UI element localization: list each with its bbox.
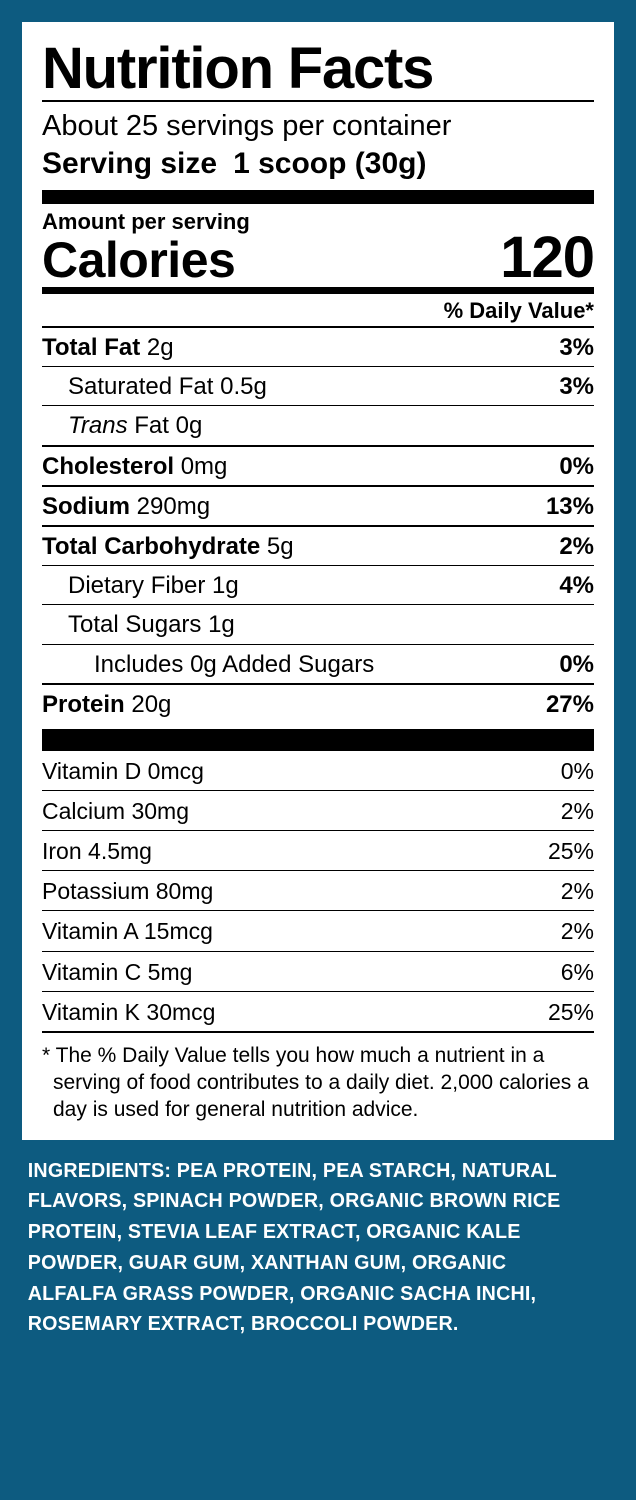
table-row bbox=[42, 328, 594, 366]
nutrient-label: Includes 0g Added Sugars bbox=[94, 650, 375, 678]
servings-per-container: About 25 servings per container bbox=[42, 110, 452, 142]
nutrient-dv: 27% bbox=[545, 690, 594, 718]
vitamin-label: Iron 4.5mg bbox=[42, 838, 152, 865]
nutrient-dv: 0% bbox=[559, 452, 594, 480]
daily-value-footnote: * The % Daily Value tells you how much a nutrient in a serving of food contributes to a daily diet. 2,000 calories a day is used for general nutrition advice. bbox=[42, 1043, 589, 1121]
nutrient-label: Dietary Fiber 1g bbox=[68, 572, 239, 600]
table-row bbox=[42, 566, 594, 604]
vitamin-label: Vitamin D 0mcg bbox=[42, 757, 204, 784]
table-row bbox=[42, 871, 594, 910]
daily-value-header: % Daily Value* bbox=[443, 297, 594, 323]
calories-label: Calories bbox=[42, 232, 236, 289]
vitamin-dv: 25% bbox=[547, 838, 594, 865]
nutrients-section bbox=[42, 326, 594, 723]
nutrient-dv: 13% bbox=[545, 492, 594, 520]
serving-size-value: 1 scoop (30g) bbox=[233, 147, 427, 181]
vitamin-label: Vitamin K 30mcg bbox=[42, 998, 216, 1025]
vitamin-label: Calcium 30mg bbox=[42, 798, 189, 825]
table-row bbox=[42, 952, 594, 991]
nutrient-label: Saturated Fat 0.5g bbox=[68, 373, 267, 401]
vitamin-dv: 25% bbox=[547, 998, 594, 1025]
vitamin-dv: 2% bbox=[560, 878, 594, 905]
nutrient-label: Trans Fat 0g bbox=[68, 412, 203, 440]
table-row bbox=[42, 751, 594, 790]
vitamin-label: Potassium 80mg bbox=[42, 878, 214, 905]
vitamin-label: Vitamin C 5mg bbox=[42, 958, 193, 985]
nutrient-label: Total Fat 2g bbox=[42, 334, 174, 362]
nutrient-label: Protein 20g bbox=[42, 690, 172, 718]
nutrient-label: Total Carbohydrate 5g bbox=[42, 532, 294, 560]
serving-size-label: Serving size bbox=[42, 147, 218, 181]
nutrient-label: Sodium 290mg bbox=[42, 492, 211, 520]
nutrient-label: Cholesterol 0mg bbox=[42, 452, 228, 480]
vitamin-dv: 0% bbox=[560, 757, 594, 784]
nutrient-dv: 3% bbox=[559, 373, 594, 401]
vitamin-dv: 2% bbox=[560, 918, 594, 945]
serving-size-row bbox=[42, 147, 594, 182]
divider-thick-top bbox=[42, 190, 594, 204]
nutrient-dv: 2% bbox=[559, 532, 594, 560]
table-row bbox=[42, 645, 594, 683]
table-row bbox=[42, 447, 594, 485]
ingredients-text: INGREDIENTS: PEA PROTEIN, PEA STARCH, NATURAL FLAVORS, SPINACH POWDER, ORGANIC BROWN RICE PROTEIN, STEVIA LEAF EXTRACT, ORGANIC KALE POWDER, GUAR GUM, XANTHAN GUM, ORGANIC ALFALFA GRASS POWDER, ORGANIC SACHA INCHI, ROSEMARY EXTRACT, BROCCOLI POWDER. bbox=[27, 1158, 561, 1336]
calories-row bbox=[42, 224, 594, 290]
calories-value: 120 bbox=[500, 224, 594, 290]
table-row bbox=[42, 527, 594, 565]
vitamin-dv: 6% bbox=[560, 958, 594, 985]
table-row bbox=[42, 406, 594, 444]
nutrient-label: Total Sugars 1g bbox=[68, 611, 235, 639]
vitamin-label: Vitamin A 15mcg bbox=[42, 918, 213, 945]
table-row bbox=[42, 367, 594, 405]
table-row bbox=[42, 605, 594, 643]
table-row bbox=[42, 911, 594, 950]
table-row bbox=[42, 487, 594, 525]
nutrient-dv: 3% bbox=[559, 334, 594, 362]
table-row bbox=[42, 831, 594, 870]
table-row bbox=[42, 992, 594, 1031]
amount-per-serving-label: Amount per serving bbox=[42, 208, 250, 234]
nutrient-dv: 4% bbox=[559, 572, 594, 600]
divider-band bbox=[42, 729, 594, 751]
nutrition-facts-table bbox=[42, 36, 594, 1124]
page-title: Nutrition Facts bbox=[42, 36, 434, 101]
vitamin-dv: 2% bbox=[560, 798, 594, 825]
vitamins-section bbox=[42, 751, 594, 1031]
table-row bbox=[42, 791, 594, 830]
nutrient-dv: 0% bbox=[559, 650, 594, 678]
table-row bbox=[42, 685, 594, 723]
nutrition-facts-panel bbox=[22, 22, 614, 1140]
